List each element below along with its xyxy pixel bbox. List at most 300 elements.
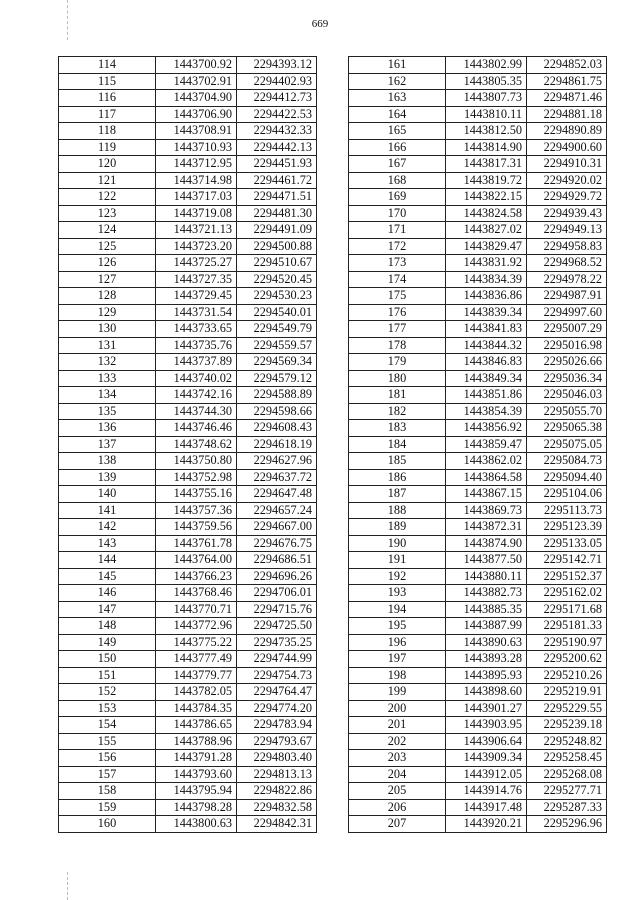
x-coordinate-cell: 1443759.56	[156, 519, 237, 536]
table-row	[59, 799, 317, 816]
point-number-cell: 162	[349, 73, 446, 90]
point-number-cell: 155	[59, 733, 156, 750]
table-row	[59, 139, 317, 156]
x-coordinate-cell: 1443829.47	[446, 238, 527, 255]
y-coordinate-cell: 2294706.01	[237, 585, 317, 602]
x-coordinate-cell: 1443770.71	[156, 601, 237, 618]
point-number-cell: 117	[59, 106, 156, 123]
table-row	[349, 288, 607, 305]
y-coordinate-cell: 2294618.19	[237, 436, 317, 453]
y-coordinate-cell: 2294968.52	[527, 255, 607, 272]
table-row	[349, 469, 607, 486]
x-coordinate-cell: 1443862.02	[446, 453, 527, 470]
point-number-cell: 202	[349, 733, 446, 750]
x-coordinate-cell: 1443729.45	[156, 288, 237, 305]
x-coordinate-cell: 1443906.64	[446, 733, 527, 750]
x-coordinate-cell: 1443731.54	[156, 304, 237, 321]
x-coordinate-cell: 1443859.47	[446, 436, 527, 453]
x-coordinate-cell: 1443805.35	[446, 73, 527, 90]
table-row	[59, 733, 317, 750]
y-coordinate-cell: 2294481.30	[237, 205, 317, 222]
y-coordinate-cell: 2295152.37	[527, 568, 607, 585]
y-coordinate-cell: 2294510.67	[237, 255, 317, 272]
x-coordinate-cell: 1443877.50	[446, 552, 527, 569]
y-coordinate-cell: 2294987.91	[527, 288, 607, 305]
table-row	[349, 634, 607, 651]
y-coordinate-cell: 2294842.31	[237, 816, 317, 833]
table-row	[349, 783, 607, 800]
table-row	[59, 304, 317, 321]
point-number-cell: 158	[59, 783, 156, 800]
y-coordinate-cell: 2294774.20	[237, 700, 317, 717]
y-coordinate-cell: 2295133.05	[527, 535, 607, 552]
x-coordinate-cell: 1443834.39	[446, 271, 527, 288]
table-row	[349, 816, 607, 833]
y-coordinate-cell: 2294686.51	[237, 552, 317, 569]
point-number-cell: 166	[349, 139, 446, 156]
y-coordinate-cell: 2294783.94	[237, 717, 317, 734]
table-row	[349, 123, 607, 140]
x-coordinate-cell: 1443740.02	[156, 370, 237, 387]
x-coordinate-cell: 1443893.28	[446, 651, 527, 668]
x-coordinate-cell: 1443735.76	[156, 337, 237, 354]
point-number-cell: 132	[59, 354, 156, 371]
table-row	[349, 766, 607, 783]
x-coordinate-cell: 1443727.35	[156, 271, 237, 288]
table-row	[59, 337, 317, 354]
point-number-cell: 153	[59, 700, 156, 717]
table-row	[349, 717, 607, 734]
point-number-cell: 146	[59, 585, 156, 602]
y-coordinate-cell: 2294978.22	[527, 271, 607, 288]
point-number-cell: 123	[59, 205, 156, 222]
y-coordinate-cell: 2294997.60	[527, 304, 607, 321]
x-coordinate-cell: 1443779.77	[156, 667, 237, 684]
x-coordinate-cell: 1443786.65	[156, 717, 237, 734]
table-row	[59, 667, 317, 684]
point-number-cell: 197	[349, 651, 446, 668]
table-row	[59, 90, 317, 107]
x-coordinate-cell: 1443742.16	[156, 387, 237, 404]
point-number-cell: 172	[349, 238, 446, 255]
x-coordinate-cell: 1443788.96	[156, 733, 237, 750]
y-coordinate-cell: 2294861.75	[527, 73, 607, 90]
point-number-cell: 141	[59, 502, 156, 519]
x-coordinate-cell: 1443807.73	[446, 90, 527, 107]
table-row	[349, 667, 607, 684]
y-coordinate-cell: 2294530.23	[237, 288, 317, 305]
x-coordinate-cell: 1443798.28	[156, 799, 237, 816]
table-row	[59, 684, 317, 701]
table-row	[349, 304, 607, 321]
point-number-cell: 124	[59, 222, 156, 239]
x-coordinate-cell: 1443766.23	[156, 568, 237, 585]
x-coordinate-cell: 1443887.99	[446, 618, 527, 635]
x-coordinate-cell: 1443901.27	[446, 700, 527, 717]
y-coordinate-cell: 2295162.02	[527, 585, 607, 602]
y-coordinate-cell: 2295210.26	[527, 667, 607, 684]
y-coordinate-cell: 2294461.72	[237, 172, 317, 189]
x-coordinate-cell: 1443812.50	[446, 123, 527, 140]
y-coordinate-cell: 2295104.06	[527, 486, 607, 503]
coordinate-table-right	[348, 56, 607, 833]
table-row	[349, 700, 607, 717]
point-number-cell: 200	[349, 700, 446, 717]
x-coordinate-cell: 1443849.34	[446, 370, 527, 387]
y-coordinate-cell: 2295123.39	[527, 519, 607, 536]
table-row	[349, 189, 607, 206]
y-coordinate-cell: 2294598.66	[237, 403, 317, 420]
table-row	[59, 172, 317, 189]
point-number-cell: 194	[349, 601, 446, 618]
table-row	[59, 486, 317, 503]
table-row	[349, 205, 607, 222]
point-number-cell: 190	[349, 535, 446, 552]
x-coordinate-cell: 1443702.91	[156, 73, 237, 90]
table-row	[349, 321, 607, 338]
table-row	[349, 222, 607, 239]
point-number-cell: 205	[349, 783, 446, 800]
point-number-cell: 195	[349, 618, 446, 635]
y-coordinate-cell: 2294559.57	[237, 337, 317, 354]
x-coordinate-cell: 1443723.20	[156, 238, 237, 255]
table-row	[59, 57, 317, 74]
y-coordinate-cell: 2294676.75	[237, 535, 317, 552]
table-row	[349, 750, 607, 767]
point-number-cell: 206	[349, 799, 446, 816]
point-number-cell: 161	[349, 57, 446, 74]
point-number-cell: 184	[349, 436, 446, 453]
x-coordinate-cell: 1443819.72	[446, 172, 527, 189]
table-row	[349, 618, 607, 635]
table-row	[59, 766, 317, 783]
point-number-cell: 149	[59, 634, 156, 651]
y-coordinate-cell: 2294958.83	[527, 238, 607, 255]
point-number-cell: 134	[59, 387, 156, 404]
y-coordinate-cell: 2294520.45	[237, 271, 317, 288]
y-coordinate-cell: 2294696.26	[237, 568, 317, 585]
y-coordinate-cell: 2294929.72	[527, 189, 607, 206]
x-coordinate-cell: 1443827.02	[446, 222, 527, 239]
y-coordinate-cell: 2294832.58	[237, 799, 317, 816]
x-coordinate-cell: 1443841.83	[446, 321, 527, 338]
x-coordinate-cell: 1443824.58	[446, 205, 527, 222]
x-coordinate-cell: 1443903.95	[446, 717, 527, 734]
table-row	[59, 271, 317, 288]
x-coordinate-cell: 1443706.90	[156, 106, 237, 123]
x-coordinate-cell: 1443746.46	[156, 420, 237, 437]
table-row	[59, 156, 317, 173]
point-number-cell: 167	[349, 156, 446, 173]
point-number-cell: 151	[59, 667, 156, 684]
point-number-cell: 128	[59, 288, 156, 305]
x-coordinate-cell: 1443869.73	[446, 502, 527, 519]
y-coordinate-cell: 2295229.55	[527, 700, 607, 717]
x-coordinate-cell: 1443752.98	[156, 469, 237, 486]
y-coordinate-cell: 2294803.40	[237, 750, 317, 767]
y-coordinate-cell: 2294432.33	[237, 123, 317, 140]
x-coordinate-cell: 1443914.76	[446, 783, 527, 800]
y-coordinate-cell: 2295239.18	[527, 717, 607, 734]
point-number-cell: 148	[59, 618, 156, 635]
table-row	[349, 370, 607, 387]
point-number-cell: 133	[59, 370, 156, 387]
table-row	[59, 568, 317, 585]
x-coordinate-cell: 1443920.21	[446, 816, 527, 833]
x-coordinate-cell: 1443704.90	[156, 90, 237, 107]
y-coordinate-cell: 2294657.24	[237, 502, 317, 519]
table-row	[349, 601, 607, 618]
point-number-cell: 125	[59, 238, 156, 255]
y-coordinate-cell: 2294422.53	[237, 106, 317, 123]
table-row	[59, 354, 317, 371]
point-number-cell: 174	[349, 271, 446, 288]
table-row	[59, 783, 317, 800]
x-coordinate-cell: 1443761.78	[156, 535, 237, 552]
point-number-cell: 199	[349, 684, 446, 701]
y-coordinate-cell: 2295287.33	[527, 799, 607, 816]
y-coordinate-cell: 2294735.25	[237, 634, 317, 651]
table-row	[349, 502, 607, 519]
y-coordinate-cell: 2294500.88	[237, 238, 317, 255]
x-coordinate-cell: 1443717.03	[156, 189, 237, 206]
y-coordinate-cell: 2294442.13	[237, 139, 317, 156]
x-coordinate-cell: 1443880.11	[446, 568, 527, 585]
x-coordinate-cell: 1443822.15	[446, 189, 527, 206]
table-row	[349, 733, 607, 750]
table-row	[59, 238, 317, 255]
table-row	[349, 486, 607, 503]
table-row	[59, 387, 317, 404]
point-number-cell: 122	[59, 189, 156, 206]
point-number-cell: 181	[349, 387, 446, 404]
y-coordinate-cell: 2294637.72	[237, 469, 317, 486]
x-coordinate-cell: 1443851.86	[446, 387, 527, 404]
x-coordinate-cell: 1443793.60	[156, 766, 237, 783]
x-coordinate-cell: 1443748.62	[156, 436, 237, 453]
y-coordinate-cell: 2294608.43	[237, 420, 317, 437]
table-row	[59, 403, 317, 420]
x-coordinate-cell: 1443764.00	[156, 552, 237, 569]
table-row	[349, 420, 607, 437]
table-row	[349, 172, 607, 189]
table-row	[59, 106, 317, 123]
point-number-cell: 120	[59, 156, 156, 173]
y-coordinate-cell: 2294627.96	[237, 453, 317, 470]
point-number-cell: 129	[59, 304, 156, 321]
x-coordinate-cell: 1443708.91	[156, 123, 237, 140]
margin-guide-bottom	[67, 872, 68, 900]
point-number-cell: 165	[349, 123, 446, 140]
x-coordinate-cell: 1443895.93	[446, 667, 527, 684]
x-coordinate-cell: 1443817.31	[446, 156, 527, 173]
y-coordinate-cell: 2295248.82	[527, 733, 607, 750]
x-coordinate-cell: 1443854.39	[446, 403, 527, 420]
table-row	[349, 57, 607, 74]
point-number-cell: 191	[349, 552, 446, 569]
point-number-cell: 196	[349, 634, 446, 651]
y-coordinate-cell: 2294393.12	[237, 57, 317, 74]
x-coordinate-cell: 1443802.99	[446, 57, 527, 74]
y-coordinate-cell: 2295277.71	[527, 783, 607, 800]
table-row	[349, 73, 607, 90]
table-row	[59, 123, 317, 140]
x-coordinate-cell: 1443744.30	[156, 403, 237, 420]
table-row	[349, 337, 607, 354]
table-row	[59, 535, 317, 552]
y-coordinate-cell: 2294412.73	[237, 90, 317, 107]
y-coordinate-cell: 2294900.60	[527, 139, 607, 156]
margin-guide-top	[67, 0, 68, 40]
table-row	[349, 453, 607, 470]
y-coordinate-cell: 2295268.08	[527, 766, 607, 783]
x-coordinate-cell: 1443917.48	[446, 799, 527, 816]
table-row	[59, 552, 317, 569]
table-row	[59, 255, 317, 272]
y-coordinate-cell: 2294569.34	[237, 354, 317, 371]
y-coordinate-cell: 2295200.62	[527, 651, 607, 668]
x-coordinate-cell: 1443800.63	[156, 816, 237, 833]
table-row	[349, 568, 607, 585]
x-coordinate-cell: 1443864.58	[446, 469, 527, 486]
point-number-cell: 204	[349, 766, 446, 783]
x-coordinate-cell: 1443885.35	[446, 601, 527, 618]
y-coordinate-cell: 2295007.29	[527, 321, 607, 338]
point-number-cell: 173	[349, 255, 446, 272]
x-coordinate-cell: 1443791.28	[156, 750, 237, 767]
y-coordinate-cell: 2294647.48	[237, 486, 317, 503]
point-number-cell: 178	[349, 337, 446, 354]
x-coordinate-cell: 1443725.27	[156, 255, 237, 272]
table-row	[59, 750, 317, 767]
point-number-cell: 177	[349, 321, 446, 338]
table-row	[59, 205, 317, 222]
y-coordinate-cell: 2294852.03	[527, 57, 607, 74]
point-number-cell: 175	[349, 288, 446, 305]
table-row	[349, 156, 607, 173]
y-coordinate-cell: 2294588.89	[237, 387, 317, 404]
x-coordinate-cell: 1443750.80	[156, 453, 237, 470]
table-row	[59, 634, 317, 651]
point-number-cell: 150	[59, 651, 156, 668]
y-coordinate-cell: 2295094.40	[527, 469, 607, 486]
point-number-cell: 145	[59, 568, 156, 585]
table-row	[349, 106, 607, 123]
table-row	[349, 403, 607, 420]
y-coordinate-cell: 2294881.18	[527, 106, 607, 123]
y-coordinate-cell: 2294939.43	[527, 205, 607, 222]
point-number-cell: 176	[349, 304, 446, 321]
point-number-cell: 188	[349, 502, 446, 519]
point-number-cell: 130	[59, 321, 156, 338]
point-number-cell: 143	[59, 535, 156, 552]
page-number: 669	[311, 18, 329, 30]
point-number-cell: 114	[59, 57, 156, 74]
table-row	[59, 502, 317, 519]
point-number-cell: 160	[59, 816, 156, 833]
y-coordinate-cell: 2294871.46	[527, 90, 607, 107]
y-coordinate-cell: 2295075.05	[527, 436, 607, 453]
table-row	[59, 420, 317, 437]
point-number-cell: 180	[349, 370, 446, 387]
table-row	[59, 651, 317, 668]
point-number-cell: 201	[349, 717, 446, 734]
point-number-cell: 126	[59, 255, 156, 272]
x-coordinate-cell: 1443814.90	[446, 139, 527, 156]
y-coordinate-cell: 2295016.98	[527, 337, 607, 354]
point-number-cell: 163	[349, 90, 446, 107]
x-coordinate-cell: 1443890.63	[446, 634, 527, 651]
table-row	[349, 585, 607, 602]
point-number-cell: 137	[59, 436, 156, 453]
point-number-cell: 121	[59, 172, 156, 189]
y-coordinate-cell: 2294822.86	[237, 783, 317, 800]
table-row	[59, 189, 317, 206]
x-coordinate-cell: 1443810.11	[446, 106, 527, 123]
x-coordinate-cell: 1443782.05	[156, 684, 237, 701]
y-coordinate-cell: 2294725.50	[237, 618, 317, 635]
table-row	[349, 535, 607, 552]
y-coordinate-cell: 2294471.51	[237, 189, 317, 206]
y-coordinate-cell: 2294949.13	[527, 222, 607, 239]
x-coordinate-cell: 1443712.95	[156, 156, 237, 173]
y-coordinate-cell: 2295171.68	[527, 601, 607, 618]
table-row	[59, 618, 317, 635]
y-coordinate-cell: 2294793.67	[237, 733, 317, 750]
x-coordinate-cell: 1443874.90	[446, 535, 527, 552]
y-coordinate-cell: 2294402.93	[237, 73, 317, 90]
y-coordinate-cell: 2294920.02	[527, 172, 607, 189]
y-coordinate-cell: 2295055.70	[527, 403, 607, 420]
table-row	[349, 255, 607, 272]
point-number-cell: 157	[59, 766, 156, 783]
point-number-cell: 170	[349, 205, 446, 222]
table-row	[349, 799, 607, 816]
point-number-cell: 127	[59, 271, 156, 288]
point-number-cell: 118	[59, 123, 156, 140]
coordinate-table-left	[58, 56, 317, 833]
table-row	[349, 651, 607, 668]
y-coordinate-cell: 2295026.66	[527, 354, 607, 371]
table-row	[349, 684, 607, 701]
x-coordinate-cell: 1443882.73	[446, 585, 527, 602]
x-coordinate-cell: 1443710.93	[156, 139, 237, 156]
table-row	[59, 288, 317, 305]
y-coordinate-cell: 2294813.13	[237, 766, 317, 783]
x-coordinate-cell: 1443772.96	[156, 618, 237, 635]
point-number-cell: 168	[349, 172, 446, 189]
y-coordinate-cell: 2294744.99	[237, 651, 317, 668]
table-row	[349, 552, 607, 569]
x-coordinate-cell: 1443757.36	[156, 502, 237, 519]
table-row	[349, 387, 607, 404]
table-row	[59, 519, 317, 536]
point-number-cell: 189	[349, 519, 446, 536]
y-coordinate-cell: 2294540.01	[237, 304, 317, 321]
point-number-cell: 116	[59, 90, 156, 107]
x-coordinate-cell: 1443700.92	[156, 57, 237, 74]
point-number-cell: 138	[59, 453, 156, 470]
table-row	[59, 222, 317, 239]
table-row	[59, 585, 317, 602]
y-coordinate-cell: 2295219.91	[527, 684, 607, 701]
y-coordinate-cell: 2294910.31	[527, 156, 607, 173]
point-number-cell: 187	[349, 486, 446, 503]
point-number-cell: 154	[59, 717, 156, 734]
y-coordinate-cell: 2295181.33	[527, 618, 607, 635]
x-coordinate-cell: 1443784.35	[156, 700, 237, 717]
y-coordinate-cell: 2294451.93	[237, 156, 317, 173]
